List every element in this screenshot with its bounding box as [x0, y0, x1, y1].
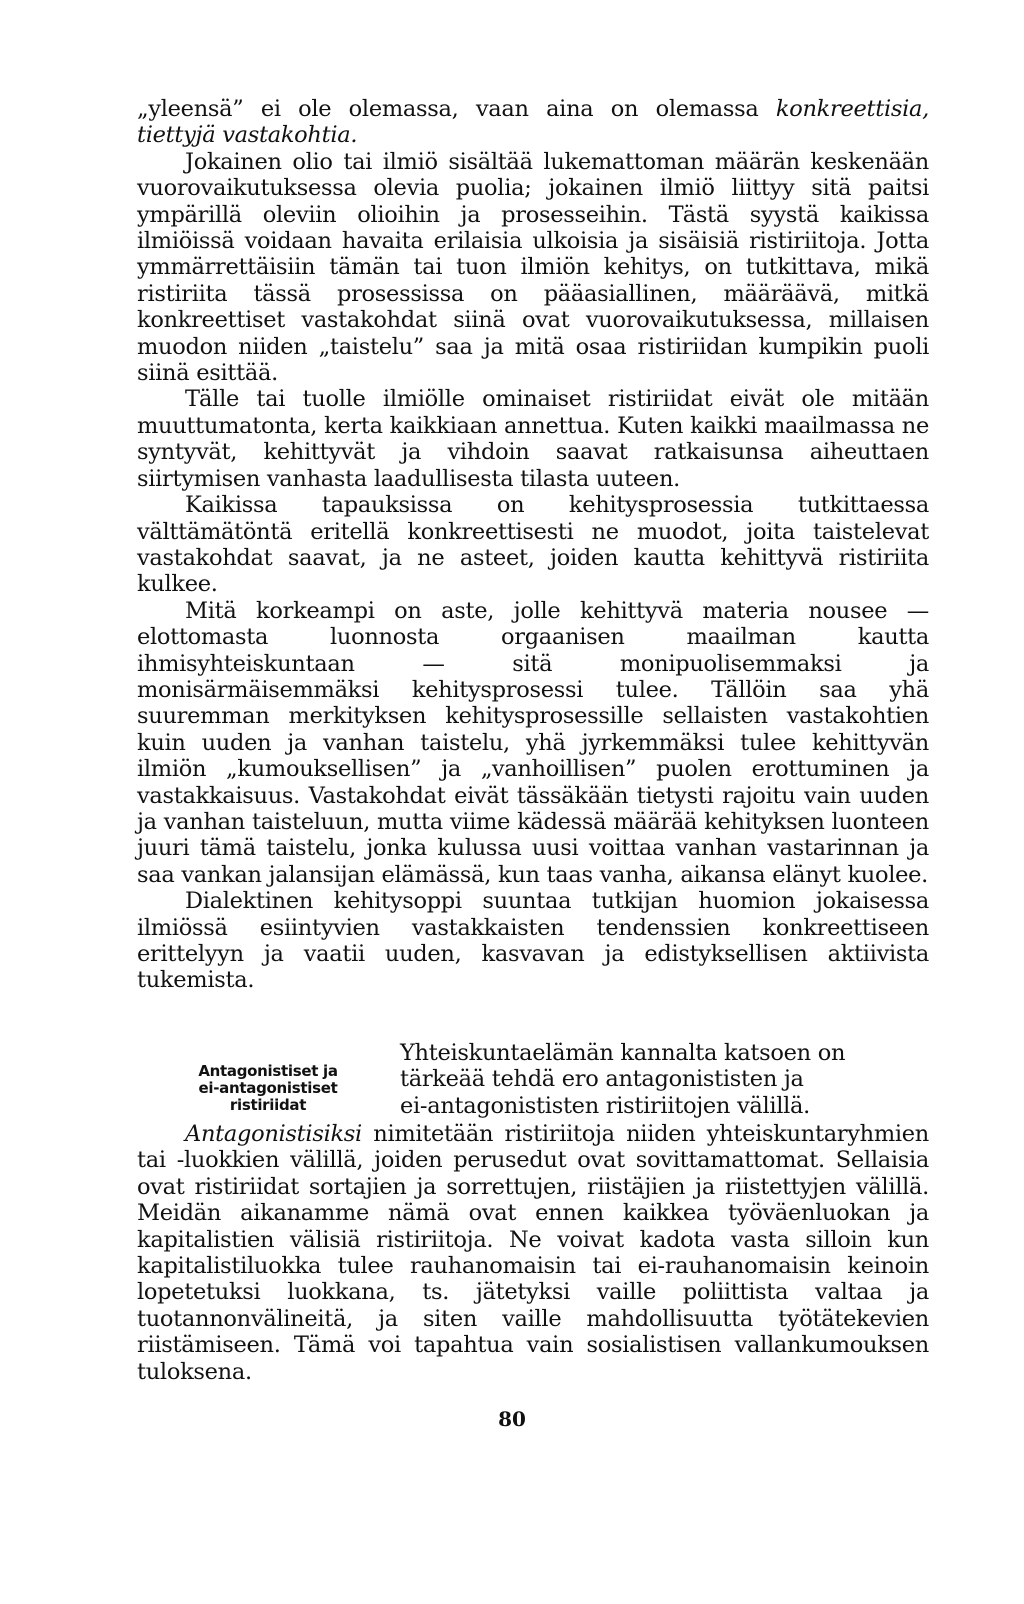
inset-line-2: tärkeää tehdä ero antagonististen ja: [400, 1066, 804, 1093]
main-text-top: [137, 96, 929, 994]
paragraph-5: [137, 598, 929, 888]
margin-heading-line-3: ristiriidat: [229, 1096, 307, 1114]
margin-heading: [163, 1063, 373, 1114]
paragraph-7-text: nimitetään ristiriitoja niiden yhteiskuntaryhmien tai -luokkien välillä, joiden perusedut ovat sovittamattomat. Sellaisia ovat ristiriidat sortajien ja sorrettujen, riistäjien ja riistettyjen välillä. Meidän aikanamme nämä ovat ennen kaikkea työväenluokan ja kapitalistien välisiä ristiriitoja. Ne voivat kadota vasta silloin kun kapitalistiluokka tulee rauhanomaisin tai ei-rauhanomaisin keinoin lopetetuksi luokkana, ts. jätetyksi vaille poliittista valtaa ja tuotannonvälineitä, ja siten vaille mahdollisuutta työtätekevien riistämiseen. Tämä voi tapahtua vain sosialistisen vallankumouksen tuloksena.: [137, 1121, 929, 1385]
paragraph-2: [137, 149, 929, 387]
paragraph-1: [137, 96, 929, 149]
paragraph-7-italic: Antagonistisiksi: [185, 1121, 362, 1147]
paragraph-3: [137, 386, 929, 492]
paragraph-4-text: Kaikissa tapauksissa on kehitysprosessia tutkittaessa välttämätöntä eritellä konkreettisesti ne muodot, joita taistelevat vastakohdat saavat, ja ne asteet, joiden kautta kehittyvä ristiriita kulkee.: [137, 492, 929, 598]
main-text-bottom: [137, 1121, 929, 1385]
paragraph-5-text: Mitä korkeampi on aste, jolle kehittyvä materia nousee — elottomasta luonnosta orgaanisen maailman kautta ihmisyhteiskuntaan — sitä monipuolisemmaksi ja monisärmäisemmäksi kehitysprosessi tulee. Tällöin saa yhä suuremman merkityksen kehitysprosessille sellaisten vastakohtien kuin uuden ja vanhan taistelu, yhä jyrkemmäksi tulee kehittyvän ilmiön „kumouksellisen” ja „vanhoillisen” puolen erottuminen ja vastakkaisuus. Vastakohdat eivät tässäkään tietysti rajoitu vain uuden ja vanhan taisteluun, mutta viime kädessä määrää kehityksen luonteen juuri tämä taistelu, jonka kulussa uusi voittaa vanhan vastarinnan ja saa vankan jalansijan elämässä, kun taas vanha, aikansa elänyt kuolee.: [137, 597, 929, 888]
inset-line-1: Yhteiskuntaelämän kannalta katsoen on: [400, 1040, 846, 1066]
paragraph-6-text: Dialektinen kehitysoppi suuntaa tutkijan huomion jokaisessa ilmiössä esiintyvien vastakkaisten tendenssien konkreettiseen erittelyyn ja vaatii uuden, kasvavan ja edistyksellisen aktiivista tukemista.: [137, 888, 929, 994]
inset-line-3: ei-antagonististen ristiriitojen välillä.: [400, 1092, 811, 1119]
page-number: 80: [498, 1407, 526, 1431]
inset-paragraph: [400, 1040, 928, 1119]
paragraph-1-text: „yleensä” ei ole olemassa, vaan aina on olemassa: [137, 96, 776, 122]
paragraph-7: [137, 1121, 929, 1385]
paragraph-2-text: Jokainen olio tai ilmiö sisältää lukemattoman määrän keskenään vuorovaikutuksessa olevia puolia; jokainen ilmiö liittyy sitä paitsi ympärillä oleviin olioihin ja prosesseihin. Tästä syystä kaikissa ilmiöissä voidaan havaita erilaisia ulkoisia ja sisäisiä ristiriitoja. Jotta ymmärrettäisiin tämän tai tuon ilmiön kehitys, on tutkittava, mikä ristiriita tässä prosessissa on pääasiallinen, määräävä, mitkä konkreettiset vastakohdat siinä ovat vuorovaikutuksessa, millaisen muodon niiden „taistelu” saa ja mitä osaa ristiriidan kumpikin puoli siinä esittää.: [137, 148, 929, 387]
margin-heading-line-1: Antagonistiset ja: [198, 1062, 338, 1080]
margin-heading-line-2: ei-antagonistiset: [198, 1079, 338, 1097]
paragraph-3-text: Tälle tai tuolle ilmiölle ominaiset ristiriidat eivät ole mitään muuttumatonta, kerta kaikkiaan annettua. Kuten kaikki maailmassa ne syntyvät, kehittyvät ja vihdoin saavat ratkaisunsa aiheuttaen siirtymisen vanhasta laadullisesta tilasta uuteen.: [137, 386, 929, 492]
paragraph-4: [137, 492, 929, 598]
paragraph-1-italic: konkreettisia, tiettyjä vastakohtia.: [137, 96, 929, 149]
paragraph-6: [137, 888, 929, 994]
